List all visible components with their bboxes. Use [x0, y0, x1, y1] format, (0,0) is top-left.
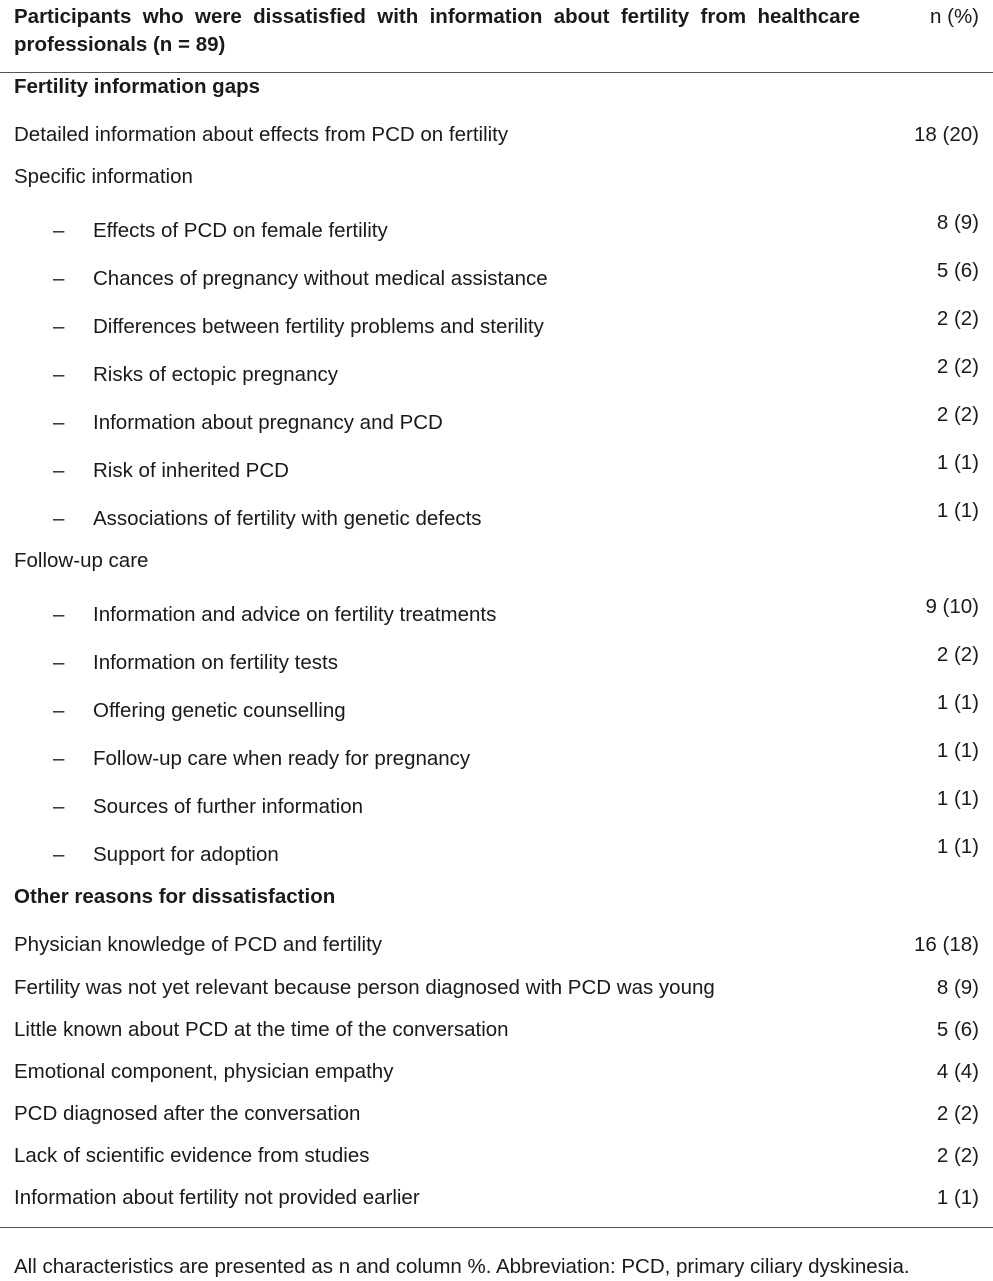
table-row — [0, 547, 993, 575]
section-heading: Fertility information gaps — [14, 75, 261, 98]
row-label: Follow-up care — [14, 549, 149, 572]
dash-bullet-icon: – — [53, 843, 65, 866]
dash-bullet-icon: – — [53, 315, 65, 338]
row-value: 1 (1) — [936, 499, 979, 522]
row-value: 16 (18) — [914, 933, 979, 956]
row-label: Effects of PCD on female fertility — [93, 219, 388, 242]
bottom-rule — [0, 1227, 993, 1228]
row-label: Differences between fertility problems and sterility — [93, 315, 544, 338]
row-label: Risks of ectopic pregnancy — [93, 363, 338, 386]
dash-bullet-icon: – — [53, 651, 65, 674]
row-value: 1 (1) — [936, 739, 979, 762]
row-value: 2 (2) — [936, 1102, 979, 1125]
row-label: Follow-up care when ready for pregnancy — [93, 747, 471, 770]
dash-bullet-icon: – — [53, 219, 65, 242]
section-heading: Other reasons for dissatisfaction — [14, 885, 336, 908]
table-row — [0, 931, 993, 959]
table-row — [0, 307, 993, 341]
table-row — [0, 595, 993, 629]
row-label: Associations of fertility with genetic defects — [93, 507, 482, 530]
row-value: 1 (1) — [936, 835, 979, 858]
table-row — [0, 1184, 993, 1212]
row-label: Information about pregnancy and PCD — [93, 411, 443, 434]
row-value: 2 (2) — [936, 1144, 979, 1167]
row-value: 1 (1) — [936, 451, 979, 474]
table-header-title: Participants who were dissatisfied with information about fertility from healthcare professionals (n = 89) — [14, 5, 860, 56]
dash-bullet-icon: – — [53, 747, 65, 770]
table-row — [0, 739, 993, 773]
row-value: 8 (9) — [936, 211, 979, 234]
column-header-n-percent: n (%) — [930, 5, 979, 28]
row-value: 2 (2) — [936, 643, 979, 666]
row-value: 18 (20) — [914, 123, 979, 146]
row-label: Fertility was not yet relevant because person diagnosed with PCD was young — [14, 976, 715, 999]
table-row — [0, 691, 993, 725]
dash-bullet-icon: – — [53, 795, 65, 818]
row-label: Risk of inherited PCD — [93, 459, 289, 482]
dash-bullet-icon: – — [53, 699, 65, 722]
row-label: Information on fertility tests — [93, 651, 338, 674]
row-value: 2 (2) — [936, 403, 979, 426]
row-value: 1 (1) — [936, 1186, 979, 1209]
table-row — [0, 1016, 993, 1044]
table-row — [0, 1100, 993, 1128]
row-label: Little known about PCD at the time of the conversation — [14, 1018, 509, 1041]
row-value: 1 (1) — [936, 787, 979, 810]
table-row — [0, 1058, 993, 1086]
row-value: 5 (6) — [936, 259, 979, 282]
table-row — [0, 163, 993, 191]
table-row — [0, 259, 993, 293]
row-value: 9 (10) — [925, 595, 979, 618]
table-row — [0, 73, 993, 101]
row-label: Sources of further information — [93, 795, 364, 818]
row-label: Information about fertility not provided earlier — [14, 1186, 420, 1209]
table-row — [0, 883, 993, 911]
row-label: Information and advice on fertility treatments — [93, 603, 497, 626]
table-row — [0, 1142, 993, 1170]
dash-bullet-icon: – — [53, 411, 65, 434]
table-row — [0, 355, 993, 389]
table-row — [0, 499, 993, 533]
table-row — [0, 403, 993, 437]
row-label: Physician knowledge of PCD and fertility — [14, 933, 383, 956]
table-row — [0, 835, 993, 869]
dash-bullet-icon: – — [53, 459, 65, 482]
row-value: 2 (2) — [936, 307, 979, 330]
row-value: 8 (9) — [936, 976, 979, 999]
dash-bullet-icon: – — [53, 267, 65, 290]
row-value: 5 (6) — [936, 1018, 979, 1041]
table-row — [0, 451, 993, 485]
row-label: Emotional component, physician empathy — [14, 1060, 394, 1083]
dash-bullet-icon: – — [53, 507, 65, 530]
row-value: 4 (4) — [936, 1060, 979, 1083]
row-label: Chances of pregnancy without medical assistance — [93, 267, 548, 290]
table-row — [0, 974, 993, 1002]
dash-bullet-icon: – — [53, 363, 65, 386]
row-label: PCD diagnosed after the conversation — [14, 1102, 361, 1125]
table-row — [0, 211, 993, 245]
dash-bullet-icon: – — [53, 603, 65, 626]
table-row — [0, 643, 993, 677]
table-row — [0, 121, 993, 149]
row-label: Specific information — [14, 165, 193, 188]
table-row — [0, 787, 993, 821]
row-label: Offering genetic counselling — [93, 699, 346, 722]
row-label: Support for adoption — [93, 843, 279, 866]
row-value: 1 (1) — [936, 691, 979, 714]
table-footnote: All characteristics are presented as n and column %. Abbreviation: PCD, primary ciliary dyskinesia. — [14, 1255, 910, 1278]
row-label: Detailed information about effects from PCD on fertility — [14, 123, 509, 146]
row-label: Lack of scientific evidence from studies — [14, 1144, 370, 1167]
row-value: 2 (2) — [936, 355, 979, 378]
